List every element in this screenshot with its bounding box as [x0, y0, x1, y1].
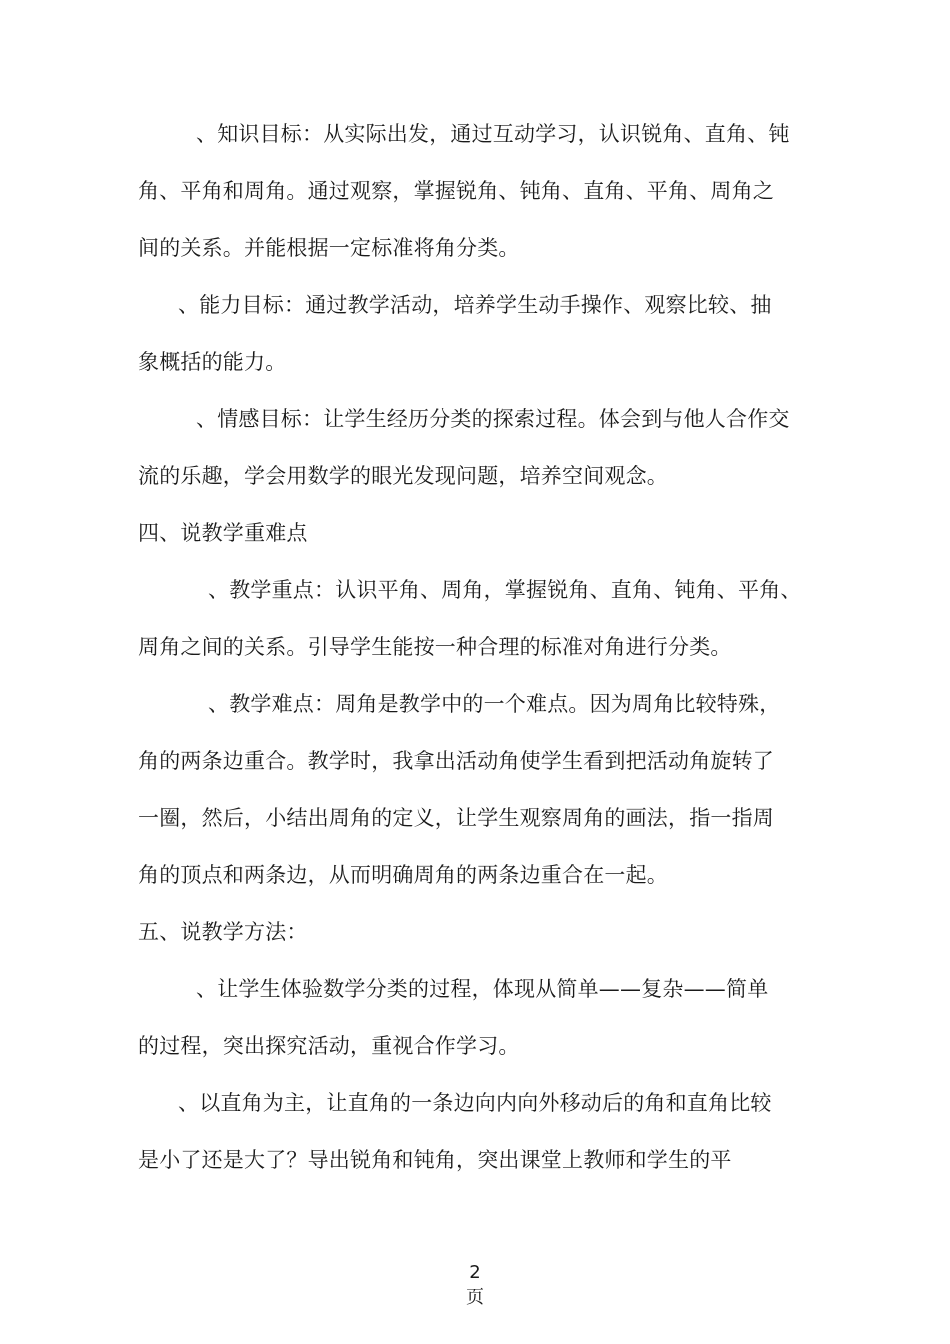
page-number: 2: [469, 1262, 481, 1283]
text-line: 象概括的能力。: [138, 350, 287, 374]
section-heading: 五、说教学方法：: [138, 920, 308, 944]
text-line: 的过程，突出探究活动，重视合作学习。: [138, 1034, 520, 1058]
text-line: 、以直角为主，让直角的一条边向内向外移动后的角和直角比较: [178, 1091, 772, 1115]
text-line: 流的乐趣，学会用数学的眼光发现问题，培养空间观念。: [138, 464, 668, 488]
text-line: 、知识目标：从实际出发，通过互动学习，认识锐角、直角、钝: [196, 122, 790, 146]
text-line: 、让学生体验数学分类的过程，体现从简单——复杂——简单: [196, 977, 769, 1001]
text-line: 角的两条边重合。教学时，我拿出活动角使学生看到把活动角旋转了: [138, 749, 774, 773]
text-line: 是小了还是大了？导出锐角和钝角，突出课堂上教师和学生的平: [138, 1148, 732, 1172]
text-line: 角的顶点和两条边，从而明确周角的两条边重合在一起。: [138, 863, 668, 887]
text-line: 间的关系。并能根据一定标准将角分类。: [138, 236, 520, 260]
text-line: 、教学难点：周角是教学中的一个难点。因为周角比较特殊，: [208, 692, 781, 716]
text-line: 周角之间的关系。引导学生能按一种合理的标准对角进行分类。: [138, 635, 732, 659]
text-line: 、教学重点：认识平角、周角，掌握锐角、直角、钝角、平角、: [208, 578, 802, 602]
text-line: 、能力目标：通过教学活动，培养学生动手操作、观察比较、抽: [178, 293, 772, 317]
text-line: 一圈，然后，小结出周角的定义，让学生观察周角的画法，指一指周: [138, 806, 774, 830]
text-line: 角、平角和周角。通过观察，掌握锐角、钝角、直角、平角、周角之: [138, 179, 774, 203]
section-heading: 四、说教学重难点: [138, 521, 308, 545]
text-line: 、情感目标：让学生经历分类的探索过程。体会到与他人合作交: [196, 407, 790, 431]
page-label: 页: [466, 1287, 484, 1308]
